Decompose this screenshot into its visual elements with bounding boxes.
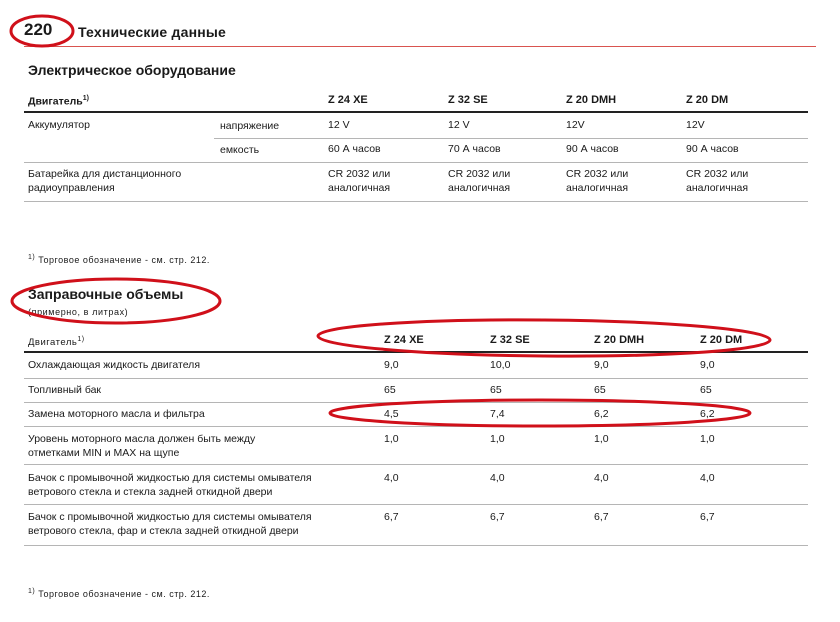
capacity-row-value: 6,7 (594, 511, 609, 523)
capacity-row-label-line: Бачок с промывочной жидкостью для системы омывателя (28, 511, 312, 523)
battery-label: Аккумулятор (28, 119, 90, 131)
capacity-row-value: 6,7 (700, 511, 715, 523)
model-header-z32se: Z 32 SE (490, 334, 530, 346)
capacity-row-value: 65 (490, 384, 502, 396)
page-number-circle (11, 16, 73, 46)
page-title: Технические данные (78, 24, 227, 40)
capacities-section-title: Заправочные объемы (28, 286, 184, 302)
capacity-row-label-line: Бачок с промывочной жидкостью для системы омывателя (28, 472, 312, 484)
model-header-z20dm: Z 20 DM (686, 94, 729, 106)
capacity-row-value: 6,7 (384, 511, 399, 523)
capacity-row-label: Топливный бак (28, 384, 102, 396)
model-header-z24xe: Z 24 XE (328, 94, 368, 106)
capacity-row-label-line: ветрового стекла, фар и стекла задней откидной двери (28, 525, 299, 537)
model-headers-circle (318, 318, 770, 358)
capacity-value: 70 А часов (448, 143, 501, 155)
remote-battery-label-line2: радиоуправления (28, 182, 115, 194)
footnote-marker: 1) (82, 95, 89, 102)
electrical-section-title: Электрическое оборудование (28, 62, 236, 78)
footnote-marker: 1) (28, 254, 36, 261)
model-header-z24xe: Z 24 XE (384, 334, 424, 346)
voltage-label: напряжение (220, 120, 280, 132)
capacity-row-value: 65 (700, 384, 712, 396)
capacity-row-value: 9,0 (594, 359, 609, 371)
voltage-value: 12 V (328, 119, 350, 131)
capacity-row-value: 4,0 (594, 472, 609, 484)
remote-value-line1: CR 2032 или (328, 168, 391, 180)
capacity-row-label: Замена моторного масла и фильтра (28, 408, 205, 420)
voltage-value: 12 V (448, 119, 470, 131)
remote-battery-label-line1: Батарейка для дистанционного (28, 168, 182, 180)
capacity-row-value: 4,0 (700, 472, 715, 484)
remote-value-line1: CR 2032 или (448, 168, 511, 180)
capacity-value: 90 А часов (686, 143, 739, 155)
capacities-title-circle (12, 279, 220, 323)
capacity-row-value: 10,0 (490, 359, 511, 371)
capacity-row-value: 65 (384, 384, 396, 396)
model-header-z20dmh: Z 20 DMH (594, 334, 645, 346)
capacity-row-value: 9,0 (700, 359, 715, 371)
capacity-row-value: 1,0 (700, 433, 715, 445)
capacity-row-label-line: ветрового стекла и стекла задней откидной двери (28, 486, 273, 498)
capacity-row-value: 7,4 (490, 408, 505, 420)
engine-label: Двигатель (28, 95, 83, 108)
capacity-row-value: 6,2 (700, 408, 715, 420)
remote-value-line2: аналогичная (686, 182, 749, 194)
footnote-text: Торговое обозначение - см. стр. 212. (38, 589, 210, 599)
voltage-value: 12V (566, 119, 585, 131)
capacity-label: емкость (220, 144, 260, 156)
engine-label: Двигатель (28, 337, 78, 349)
capacity-value: 90 А часов (566, 143, 619, 155)
footnote-text: Торговое обозначение - см. стр. 212. (38, 255, 210, 265)
capacity-row-value: 65 (594, 384, 606, 396)
footnote-marker: 1) (77, 336, 85, 343)
capacities-section-subtitle: (примерно, в литрах) (28, 307, 129, 317)
capacity-row-value: 4,0 (384, 472, 399, 484)
remote-value-line2: аналогичная (448, 182, 511, 194)
remote-value-line1: CR 2032 или (566, 168, 629, 180)
capacity-row-label-line: отметками MIN и MAX на щупе (28, 447, 180, 459)
model-header-z20dmh: Z 20 DMH (566, 94, 617, 106)
capacity-row-value: 1,0 (490, 433, 505, 445)
remote-value-line2: аналогичная (328, 182, 391, 194)
remote-value-line2: аналогичная (566, 182, 629, 194)
capacity-row-value: 6,2 (594, 408, 609, 420)
capacity-row-label: Охлаждающая жидкость двигателя (28, 359, 200, 371)
footnote-marker: 1) (28, 588, 36, 595)
oil-change-circle (330, 400, 750, 426)
page-number: 220 (24, 20, 53, 39)
capacity-row-value: 9,0 (384, 359, 399, 371)
capacity-row-value: 4,0 (490, 472, 505, 484)
capacity-row-value: 6,7 (490, 511, 505, 523)
capacity-row-value: 1,0 (384, 433, 399, 445)
model-header-z20dm: Z 20 DM (700, 334, 743, 346)
model-header-z32se: Z 32 SE (448, 94, 488, 106)
capacity-value: 60 А часов (328, 143, 381, 155)
capacity-row-value: 1,0 (594, 433, 609, 445)
voltage-value: 12V (686, 119, 705, 131)
capacity-row-value: 4,5 (384, 408, 399, 420)
remote-value-line1: CR 2032 или (686, 168, 749, 180)
capacity-row-label-line: Уровень моторного масла должен быть между (28, 433, 256, 445)
